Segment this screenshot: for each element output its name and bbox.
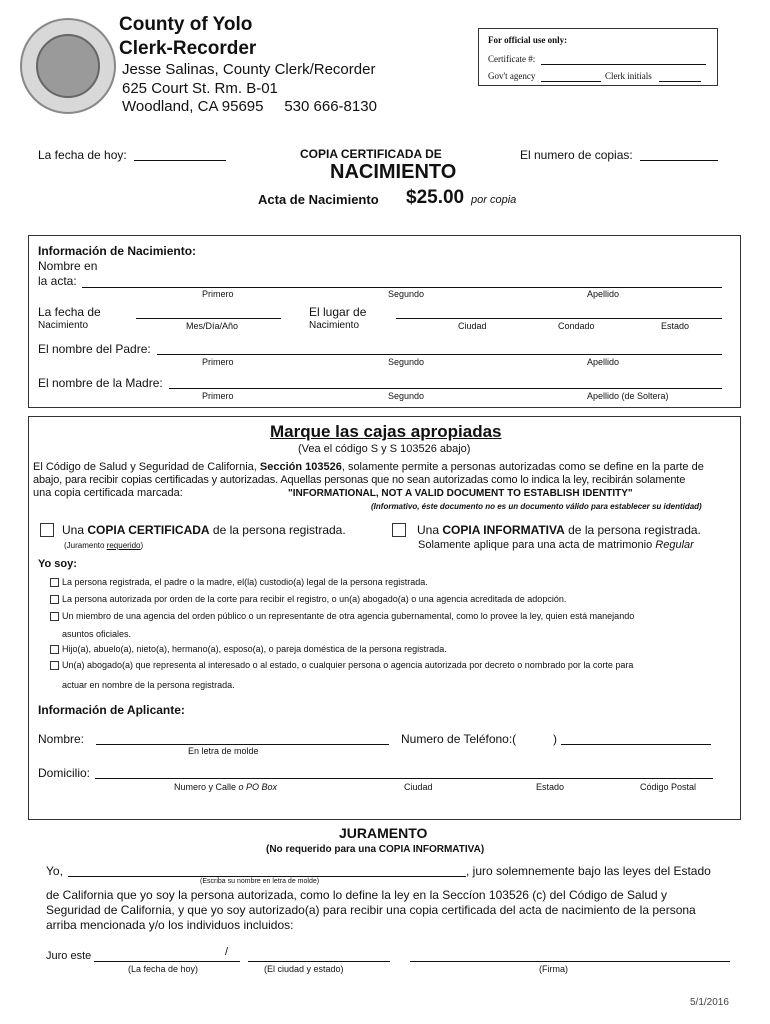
registrant-name-field[interactable]: [82, 287, 722, 288]
clerk-name: Jesse Salinas, County Clerk/Recorder: [122, 61, 376, 78]
todays-date-label: La fecha de hoy:: [38, 148, 127, 162]
oath-heading: JURAMENTO: [339, 825, 428, 841]
eligibility-checkbox-attorney[interactable]: [50, 661, 59, 670]
form-subtitle: Acta de Nacimiento: [258, 192, 379, 207]
price: $25.00: [406, 187, 465, 208]
eligibility-checkbox-family[interactable]: [50, 645, 59, 654]
county-name: County of Yolo: [119, 14, 253, 35]
informational-copy-label: Una COPIA INFORMATIVA de la persona registrada.: [417, 523, 701, 537]
applicant-heading: Información de Aplicante:: [38, 703, 185, 717]
footer-date: 5/1/2016: [690, 997, 729, 1008]
eligibility-checkbox-court[interactable]: [50, 595, 59, 604]
copies-label: El numero de copias:: [520, 148, 633, 162]
birth-info-heading: Información de Nacimiento:: [38, 244, 197, 258]
office-address: 625 Court St. Rm. B-01: [122, 80, 278, 97]
mother-name-field[interactable]: [169, 388, 722, 389]
per-copy: por copia: [471, 194, 517, 206]
code-text-line1: El Código de Salud y Seguridad de California, Sección 103526, solamente permite a personas autorizadas como se define en la parte de: [33, 461, 704, 473]
yo-soy-heading: Yo soy:: [38, 558, 77, 570]
checkbox-heading: Marque las cajas apropiadas: [270, 422, 502, 441]
signature-field[interactable]: [410, 961, 730, 962]
office-city-phone: Woodland, CA 95695 530 666-8130: [122, 98, 377, 115]
form-title-line2: NACIMIENTO: [330, 161, 457, 183]
office-name: Clerk-Recorder: [119, 38, 257, 59]
certified-copy-label: Una COPIA CERTIFICADA de la persona registrada.: [62, 523, 346, 537]
oath-name-field[interactable]: [68, 876, 466, 877]
phone-field[interactable]: [561, 744, 711, 745]
eligibility-checkbox-agency[interactable]: [50, 612, 59, 621]
county-seal-logo: [20, 18, 116, 114]
certified-copy-checkbox[interactable]: [40, 523, 54, 537]
oath-city-state-field[interactable]: [248, 961, 390, 962]
father-name-field[interactable]: [157, 354, 722, 355]
form-title-line1: COPIA CERTIFICADA DE: [300, 147, 442, 161]
applicant-name-field[interactable]: [96, 744, 389, 745]
eligibility-checkbox-registrant[interactable]: [50, 578, 59, 587]
todays-date-field[interactable]: [134, 160, 226, 161]
informational-stamp-text: "INFORMATIONAL, NOT A VALID DOCUMENT TO ESTABLISH IDENTITY": [288, 488, 633, 499]
address-field[interactable]: [95, 778, 713, 779]
birth-date-field[interactable]: [136, 318, 281, 319]
copies-field[interactable]: [640, 160, 718, 161]
oath-date-field[interactable]: [94, 961, 240, 962]
official-use-box: For official use only: Certificate #: Gov't agency Clerk initials: [478, 28, 718, 86]
informational-copy-checkbox[interactable]: [392, 523, 406, 537]
birth-place-field[interactable]: [396, 318, 722, 319]
